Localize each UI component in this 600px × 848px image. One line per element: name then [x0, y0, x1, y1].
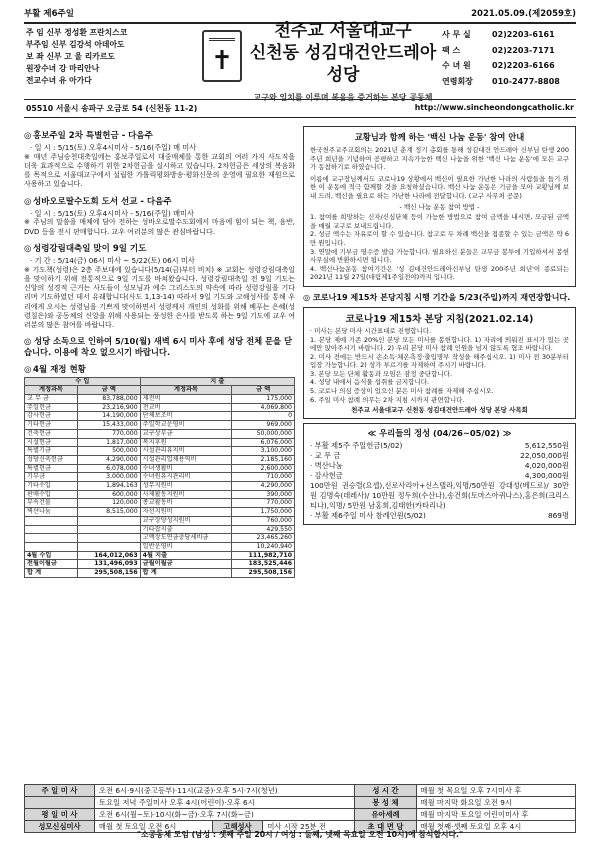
- finance-item: 단체보조비: [140, 412, 232, 421]
- finance-amount: 6,076,000: [232, 438, 295, 447]
- finance-amount: 4,069,800: [232, 403, 295, 412]
- finance-amount: 131,496,093: [77, 560, 140, 569]
- parish-name-line2: 신천동 성김대건안드레아 성당: [249, 43, 437, 85]
- finance-row: [25, 482, 295, 491]
- finance-item: 자선지원비: [140, 508, 232, 517]
- finance-row: [25, 543, 295, 552]
- contact-label: 팩 스: [442, 45, 461, 55]
- parish-title-block: [174, 21, 442, 102]
- finance-row: [25, 455, 295, 464]
- finance-amount: 390,000: [232, 490, 295, 499]
- finance-item: 주일헌금: [25, 403, 78, 412]
- finance-amount: 295,508,156: [232, 569, 295, 578]
- finance-amount: 8,515,000: [77, 508, 140, 517]
- covid-title: 코로나19 제15차 본당 지침(2021.02.14): [345, 313, 534, 325]
- finance-row: [25, 403, 295, 412]
- offering-title: ≪ 우리들의 정성 (04/26~05/02) ≫: [367, 427, 512, 438]
- finance-amount: 710,000: [232, 473, 295, 482]
- finance-item: [25, 516, 78, 525]
- schedule-label: 초 대 면 담: [355, 821, 416, 833]
- campaign-item: 3. 연말에 기부금 영수증 발급 가능합니다. 필요하신 분들은 교무금 봉투에 기입하셔서 봉헌 사무실에 반환하시면 됩니다.: [310, 247, 569, 265]
- finance-amount: 1,894,163: [77, 482, 140, 491]
- finance-row: [25, 490, 295, 499]
- finance-item: [25, 543, 78, 552]
- finance-amount: 183,525,446: [232, 560, 295, 569]
- finance-amount: 10,240,940: [232, 543, 295, 552]
- contact-label: 사 무 실: [442, 30, 471, 39]
- schedule-value: 오전 6시(월~토)·10시(화~금)·오후 7시(화~금): [94, 809, 355, 821]
- finance-row: [25, 516, 295, 525]
- finance-item: 교구상부금: [140, 429, 232, 438]
- campaign-item: 1. 참여를 희망하는 신자/신심단체 등이 가능한 방법으로 참여 금액을 내시면, 모금된 금액을 매월 교구로 보내드립니다.: [310, 213, 569, 230]
- contact-row: [442, 43, 576, 59]
- finance-item: 기부금: [25, 473, 78, 482]
- campaign-title: 교황님과 함께 하는 '백신 나눔 운동' 참여 안내: [354, 132, 525, 142]
- finance-item: 금월이월금: [140, 560, 232, 569]
- clergy-line: 주 임 신부 정성환 프란치스코: [26, 28, 128, 37]
- finance-item: [25, 534, 78, 543]
- right-column: [303, 124, 576, 578]
- finance-row: [25, 412, 295, 421]
- finance-amount: 15,433,000: [77, 421, 140, 430]
- schedule-label: [25, 797, 95, 809]
- covid-note: 천주교 서울대교구 신천동 성김대건안드레아 성당 본당 사목회: [351, 406, 528, 415]
- schedule-row: [25, 809, 576, 821]
- finance-amount: 111,982,710: [232, 551, 295, 560]
- section-title: ◎ 홍보주일 2차 특별헌금 - 다음주: [24, 131, 153, 141]
- finance-row: [25, 438, 295, 447]
- finance-item: 부속건물: [25, 499, 78, 508]
- section-line: · 기 간 : 5/14(금) 06시 미사 ~ 5/22(토) 06시 미사: [30, 255, 195, 265]
- finance-row: [25, 395, 295, 404]
- content-columns: [24, 124, 576, 578]
- finance-item: 전교비: [140, 403, 232, 412]
- schedule-label: 성 시 간: [355, 785, 416, 797]
- finance-amount: [77, 525, 140, 534]
- issue-date: 2021.05.09.(제2059호): [471, 9, 576, 19]
- col-item: 계정과목: [25, 386, 78, 395]
- section-body: ※ 주님의 말씀을 매체에 담아 전하는 성바오로딸수도회에서 마음에 힘이 되는 책, 음반, DVD 등을 전시 판매합니다. 교우 여러분의 많은 관심바랍니다.: [24, 218, 295, 236]
- contact-row: [442, 74, 576, 90]
- covid-guideline-box: [303, 307, 576, 419]
- finance-item: 교 무 금: [25, 395, 78, 404]
- campaign-sub: - 백신 나눔 운동 참여 방법 -: [399, 202, 480, 211]
- finance-amount: 295,508,156: [77, 569, 140, 578]
- clergy-line: 부주임 신부 김강석 아데아도: [26, 40, 125, 49]
- finance-item: 시설관리업체용역비: [140, 455, 232, 464]
- finance-item: 종교활동비: [140, 499, 232, 508]
- finance-row: [25, 429, 295, 438]
- covid-item: 2. 미사 전에는 반드시 손소독·체온측정·출입명부 작성을 해주십시오. 1) 미사 전 30분부터 입장 가능합니다. 2) 성가 부르기를 자제하여 주시기 바랍니다.: [310, 352, 569, 370]
- finance-item: 기타잡지출: [140, 525, 232, 534]
- finance-item: 성당신축헌금: [25, 455, 78, 464]
- schedule-value: 매월 마지막 토요일 어린이미사 후: [416, 809, 575, 821]
- finance-amount: 1,750,000: [232, 508, 295, 517]
- finance-item: 시설관리유지비: [140, 447, 232, 456]
- finance-item: 감사헌금: [25, 412, 78, 421]
- finance-rows: [25, 395, 295, 578]
- contact-row: [442, 27, 576, 43]
- finance-item: 합 계: [140, 569, 232, 578]
- section-title: ◎ 4월 재정 현황: [24, 364, 86, 375]
- campaign-item: 4. 백신나눔운동 참여기간은 '성 김대건안드레아신부님 탄생 200주년 희년'이 종료되는 2021년 11월 27일(대림제1주일전야)까지 입니다.: [310, 264, 569, 282]
- attendance-row: · 부활 제6주일 미사 참례인원(5/02) 869명: [310, 510, 569, 520]
- section-body: ※ 매년 주님승천대축일에는 홍보주일로서 대중매체를 통한 교회의 여러 가지 사도직을 더욱 효과적으로 수행하기 위한 2차헌금을 실시하고 있습니다. 2차헌금은 세상의 복음화를 목적으로 서울대교구에서 설립한 가톨릭평화방송·평화신문의 운영에 필요한 재원으로 사용하고 있습니다.: [24, 152, 295, 189]
- schedule-row: [25, 785, 576, 797]
- finance-item: 수녀원유지관리비: [140, 473, 232, 482]
- finance-row: [25, 447, 295, 456]
- finance-item: 4월 수입: [25, 551, 78, 560]
- offering-row: · 부활 제5주 주일헌금(5/02) 5,612,550원: [310, 440, 569, 450]
- finance-table: [24, 377, 295, 578]
- campaign-intro: 한국천주교주교회의는 2021년 춘계 정기 총회를 통해 성김대건 안드레아 신부님 탄생 200주년 희년을 기념하여 공평하고 지속가능한 백신 나눔을 위한 '백신 나눔 운동'에 모든 교구가 동참하기로 하였습니다.: [310, 146, 569, 172]
- schedule-label: 유아세례: [355, 809, 416, 821]
- parish-name-line1: 천주교 서울대교구: [274, 21, 412, 41]
- finance-row: [25, 499, 295, 508]
- finance-row: [25, 560, 295, 569]
- donor-list: 100만원 권승렬(요셉),신로사리아+신스텔라,익명/50만원 강대성(베드로)/ 30만원 김명숙(데레사)/ 10만원 정두희(수산나),송건희(토마스아퀴나스),홍은희(크리스티나),익명/ 5만원 남홍희,김태한(카타리나): [310, 480, 569, 510]
- offering-row: · 감사헌금 4,300,000원: [310, 470, 569, 480]
- finance-item: 특별헌금: [25, 464, 78, 473]
- finance-amount: 770,000: [232, 499, 295, 508]
- clergy-line: 전교수녀 유 아가다: [26, 76, 92, 85]
- contact-row: [442, 58, 576, 74]
- clergy-line: 원장수녀 강 마리안나: [26, 64, 100, 73]
- finance-amount: 760,000: [232, 516, 295, 525]
- offering-box: [303, 423, 576, 525]
- finance-amount: [77, 543, 140, 552]
- finance-item: 고액장도연금충당세비금: [140, 534, 232, 543]
- finance-amount: 6,078,000: [77, 464, 140, 473]
- finance-amount: 429,550: [232, 525, 295, 534]
- covid-extension-banner: ◎ 코로나19 제15차 본당지침 시행 기간을 5/23(주일)까지 재연장합니다.: [303, 291, 571, 302]
- covid-item: · 미사는 본당 미사 시간표대로 진행합니다.: [310, 326, 432, 335]
- finance-item: 4월 지출: [140, 551, 232, 560]
- contacts: [442, 24, 576, 99]
- finance-amount: [77, 534, 140, 543]
- finance-item: 복지후원: [140, 438, 232, 447]
- finance-row: [25, 421, 295, 430]
- vaccine-campaign-box: [303, 126, 576, 287]
- finance-row: [25, 525, 295, 534]
- contact-value: 02)2203-6166: [492, 61, 555, 70]
- top-bar: [24, 6, 576, 20]
- finance-amount: 770,000: [77, 429, 140, 438]
- expense-header: 지 출: [140, 377, 294, 386]
- schedule-label: 평 일 미 사: [25, 809, 95, 821]
- masthead: [24, 22, 576, 100]
- parish-motto: 교구와 일치를 이루며 복음을 증거하는 본당 공동체: [253, 93, 433, 102]
- finance-amount: 3,000,000: [77, 473, 140, 482]
- offering-row: · 벽산나눔 4,020,000원: [310, 460, 569, 470]
- finance-item: 교구장양성지원비: [140, 516, 232, 525]
- finance-item: 사제활동지원비: [140, 490, 232, 499]
- contact-value: 010-2477-8808: [492, 76, 560, 86]
- col-amount: 금 액: [232, 386, 295, 395]
- contact-value: 02)2203-6161: [492, 30, 555, 39]
- finance-item: 일반운영비: [140, 543, 232, 552]
- contact-label: 연령회장: [442, 76, 473, 86]
- schedule-value: 매월 마지막 화요일 오전 9시: [416, 797, 575, 809]
- finance-row: [25, 464, 295, 473]
- finance-item: 전월이월금: [25, 560, 78, 569]
- finance-item: 건축헌금: [25, 429, 78, 438]
- contact-label: 수 녀 원: [442, 61, 471, 70]
- finance-amount: 14,190,000: [77, 412, 140, 421]
- church-logo-icon: ✝: [202, 30, 242, 82]
- campaign-body: 이름에 교구장님께서도 코로나19 상황에서 백신이 필요한 가난한 나라의 사람들을 돕기 위한 이 운동에 적극 함께할 것을 요청하셨습니다. 백신 나눔 운동은 기금을 모아 교황님께 보내 드려, 백신을 필요로 하는 가난한 나라에 전달합니다. (교구 사무처 공문): [310, 174, 569, 200]
- covid-item: 4. 성당 내에서 음식물 섭취를 금지합니다.: [310, 378, 430, 387]
- income-header: 수 입: [25, 377, 141, 386]
- finance-row: [25, 551, 295, 560]
- schedule-value: 토요일 저녁 주일미사 오후 4시(어린이)·오후 6시: [94, 797, 355, 809]
- finance-amount: 83,788,000: [77, 395, 140, 404]
- disinfection-notice: ◎ 성당 소독으로 인하여 5/10(월) 새벽 6시 미사 후에 성당 전체 문을 닫습니다. 이용에 착오 없으시기 바랍니다.: [24, 335, 292, 357]
- schedule-value: 오전 6시·9시(중고등부)·11시(교중)·오후 5시·7시(청년): [94, 785, 355, 797]
- schedule-value: 매월 첫 토요일 오전 6시: [94, 821, 212, 833]
- col-item: 계정과목: [140, 386, 232, 395]
- finance-amount: 120,000: [77, 499, 140, 508]
- finance-row: [25, 534, 295, 543]
- section-body: ※ 기도책(성령)은 2층 주보대에 있습니다(5/14(금)부터 비치) ※ 교회는 성령강림대축일을 맞이하기 위해 전통적으로 9일 기도를 바쳐왔습니다. 성령강림대축일 전 9일 기도는 신앙의 성경적 근거는 사도들이 성모님과 예수 그리스도의 약속에 따라 성령강림을 기다리며 기도하였던 데서 유래합니다(사도 1,13-14) 따라서 9일 기도와 고해성사를 통해 우리에게 오시는 성령님을 기쁘게 맞이하면서 성령께서 개인의 성화를 위해 베푸는 은혜(성령칠은)와 공동체의 신앙을 위해 사용되는 풍성한 은사를 받도록 하는 9일 기도에 교우 여러분의 많은 참여를 바랍니다.: [24, 265, 295, 330]
- finance-item: 주일학교운영비: [140, 421, 232, 430]
- schedule-value: 매월 첫 목요일 오후 7시미사 후: [416, 785, 575, 797]
- finance-amount: [77, 516, 140, 525]
- section-title: ◎ 성령강림대축일 맞이 9일 기도: [24, 243, 147, 254]
- covid-item: 5. 코로나 의심 증상이 있으신 분은 미사 참례를 자제해 주십시오.: [310, 387, 494, 396]
- section-line: · 일 시 : 5/15(토) 오후4시미사 - 5/16(주일) 매미사: [30, 208, 194, 218]
- finance-amount: 969,000: [232, 421, 295, 430]
- schedule-value: 매월 첫째·셋째 토요일 오후 4시: [416, 821, 575, 833]
- schedule-label: 고해성사: [212, 821, 263, 833]
- finance-row: [25, 473, 295, 482]
- schedule-row: [25, 797, 576, 809]
- campaign-item: 2. 성금 액수는 자유로이 할 수 있습니다. 참고로 두 차례 백신을 접종할 수 있는 금액은 약 6만 원입니다.: [310, 230, 569, 247]
- finance-item: 기타수입: [25, 482, 78, 491]
- schedule-label: 주 일 미 사: [25, 785, 95, 797]
- finance-item: [25, 525, 78, 534]
- finance-amount: 3,100,000: [232, 447, 295, 456]
- finance-row: [25, 508, 295, 517]
- finance-item: 제전비: [140, 395, 232, 404]
- offering-row: · 교 무 금 22,050,000원: [310, 450, 569, 460]
- finance-row: [25, 569, 295, 578]
- finance-amount: 1,817,000: [77, 438, 140, 447]
- section-line: · 일 시 : 5/15(토) 오후4시미사 - 5/16(주일) 매 미사: [30, 143, 197, 152]
- finance-item: 합 계: [25, 569, 78, 578]
- small-community-footer: "소공동체 모임 (남성 : 셋째 주일 20시 / 여성 : 둘째, 넷째 목요일 오전 10시)에 참석합시다.": [136, 830, 464, 839]
- schedule-label: 성모신심미사: [25, 821, 95, 833]
- section-title: ◎ 성바오로딸수도회 도서 선교 - 다음주: [24, 196, 172, 207]
- finance-amount: 23,465,260: [232, 534, 295, 543]
- finance-amount: 2,185,160: [232, 455, 295, 464]
- clergy-line: 보 좌 신부 고 울 리카르도: [26, 52, 115, 61]
- finance-item: 판매수입: [25, 490, 78, 499]
- contact-value: 02)2203-7171: [492, 45, 555, 55]
- covid-item: 6. 주일 미사 참례 의무는 2차 지침 시까지 관면합니다.: [310, 395, 465, 404]
- finance-amount: 2,600,000: [232, 464, 295, 473]
- covid-item: 3. 본당 모든 단체 활동과 모임은 잠정 중단합니다.: [310, 369, 453, 378]
- finance-amount: 0: [232, 412, 295, 421]
- finance-item: 수녀생활비: [140, 464, 232, 473]
- schedule-value: 미사 시작 25분 전: [263, 821, 355, 833]
- finance-amount: 164,012,063: [77, 551, 140, 560]
- finance-amount: 175,000: [232, 395, 295, 404]
- finance-amount: 4,290,000: [77, 455, 140, 464]
- mass-schedule-table: [24, 784, 576, 833]
- finance-item: 시설헌금: [25, 438, 78, 447]
- col-amount: 금 액: [77, 386, 140, 395]
- covid-item: 1. 본당 제에 기존 20%인 본당 모든 미사를 봉헌합니다. 1) 자리에 띄워진 표시가 있는 곳에만 앉아주시기 바랍니다. 2) 우리 본당 미사 참례 인원을 넘지 않도록 협조 바랍니다.: [310, 335, 569, 353]
- finance-amount: 23,216,900: [77, 403, 140, 412]
- clergy-list: [24, 24, 174, 99]
- finance-item: 기타헌금: [25, 421, 78, 430]
- finance-amount: 50,000,000: [232, 429, 295, 438]
- finance-amount: 600,000: [77, 490, 140, 499]
- left-column: [24, 124, 295, 578]
- postal-address: 05510 서울시 송파구 오금로 54 (신천동 11-2): [26, 104, 198, 113]
- liturgical-day: 부활 제6주일: [24, 9, 74, 19]
- finance-item: 특별기금: [25, 447, 78, 456]
- finance-item: 성무지원비: [140, 482, 232, 491]
- finance-item: 벽산나눔: [25, 508, 78, 517]
- website-link[interactable]: http://www.sincheondongcatholic.kr: [414, 103, 574, 112]
- schedule-label: 봉 성 체: [355, 797, 416, 809]
- finance-amount: 4,290,000: [232, 482, 295, 491]
- finance-amount: 500,000: [77, 447, 140, 456]
